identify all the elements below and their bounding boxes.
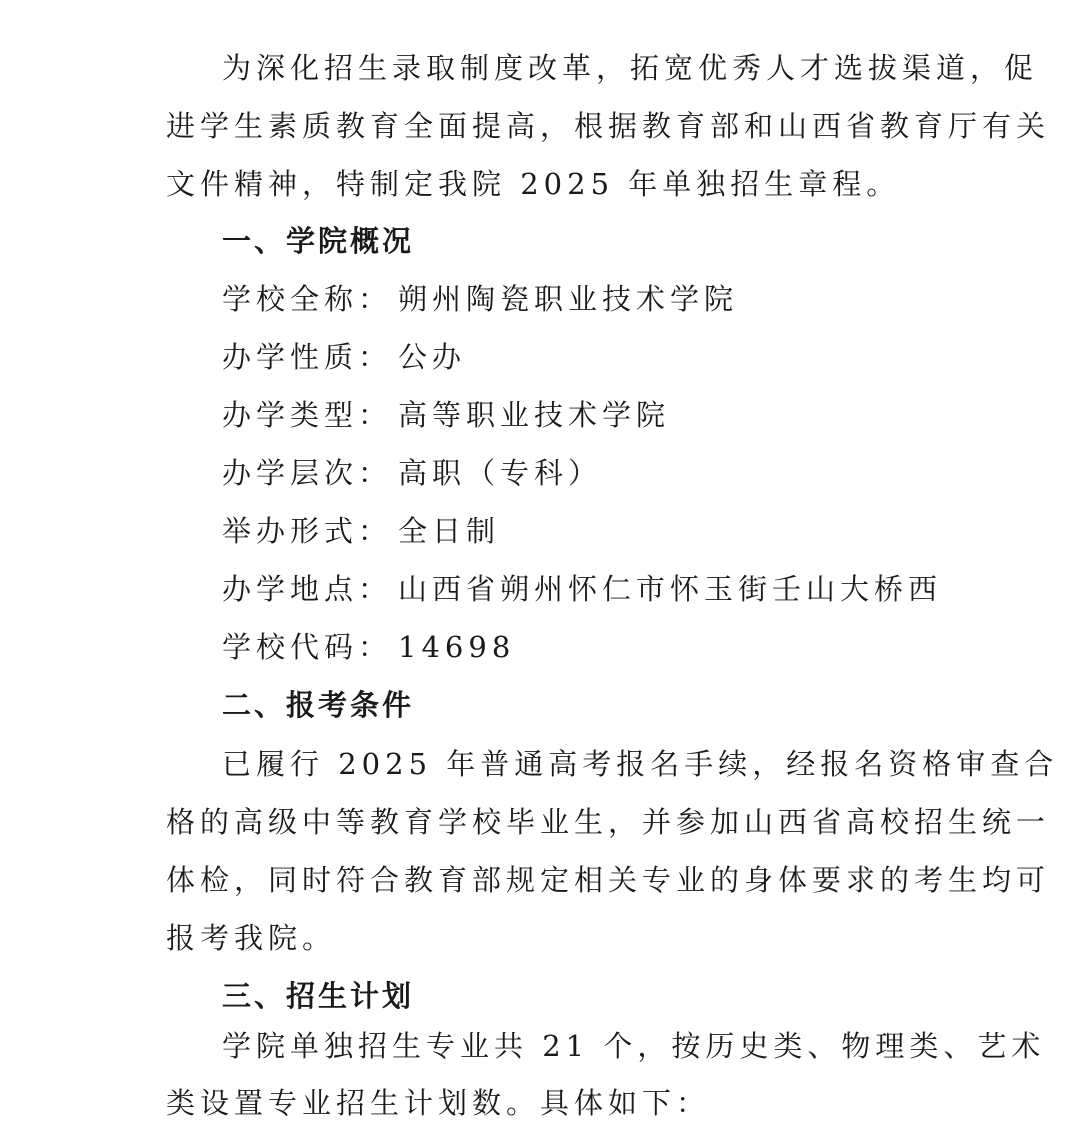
field-value: 朔州陶瓷职业技术学院 xyxy=(398,282,739,316)
field-school-name xyxy=(222,279,918,319)
field-value: 全日制 xyxy=(398,514,501,548)
field-school-location xyxy=(222,569,943,609)
plan-line-2: 类设置专业招生计划数。具体如下： xyxy=(166,1086,711,1120)
intro-line-3: 文件精神，特制定我院 2025 年单独招生章程。 xyxy=(166,167,901,201)
section-heading-eligibility: 二、报考条件 xyxy=(222,688,415,722)
field-value: 14698 xyxy=(398,630,516,664)
field-school-type xyxy=(222,395,918,435)
field-value: 公办 xyxy=(398,340,467,374)
section-heading-overview: 一、学院概况 xyxy=(222,224,415,258)
eligibility-line-4: 报考我院。 xyxy=(166,921,337,955)
field-label: 办学性质： xyxy=(222,340,393,374)
field-label: 办学地点： xyxy=(222,572,393,606)
field-label: 学校代码： xyxy=(222,630,393,664)
eligibility-line-1: 已履行 2025 年普通高考报名手续，经报名资格审查合 xyxy=(222,747,1059,781)
field-school-level xyxy=(222,453,918,493)
field-value: 山西省朔州怀仁市怀玉街壬山大桥西 xyxy=(398,572,943,606)
field-value: 高职（专科） xyxy=(398,456,603,490)
section-heading-enrollment-plan: 三、招生计划 xyxy=(222,979,415,1013)
field-label: 举办形式： xyxy=(222,514,393,548)
field-school-code xyxy=(222,627,918,667)
field-label: 办学层次： xyxy=(222,456,393,490)
intro-line-1: 为深化招生录取制度改革，拓宽优秀人才选拔渠道，促 xyxy=(222,51,1039,85)
field-label: 学校全称： xyxy=(222,282,393,316)
eligibility-line-3: 体检，同时符合教育部规定相关专业的身体要求的考生均可 xyxy=(166,863,1051,897)
intro-line-2: 进学生素质教育全面提高，根据教育部和山西省教育厅有关 xyxy=(166,109,1051,143)
plan-line-1: 学院单独招生专业共 21 个，按历史类、物理类、艺术 xyxy=(222,1029,1046,1063)
field-study-form xyxy=(222,511,918,551)
field-value: 高等职业技术学院 xyxy=(398,398,671,432)
field-label: 办学类型： xyxy=(222,398,393,432)
field-school-nature xyxy=(222,337,918,377)
eligibility-line-2: 格的高级中等教育学校毕业生，并参加山西省高校招生统一 xyxy=(166,805,1051,839)
